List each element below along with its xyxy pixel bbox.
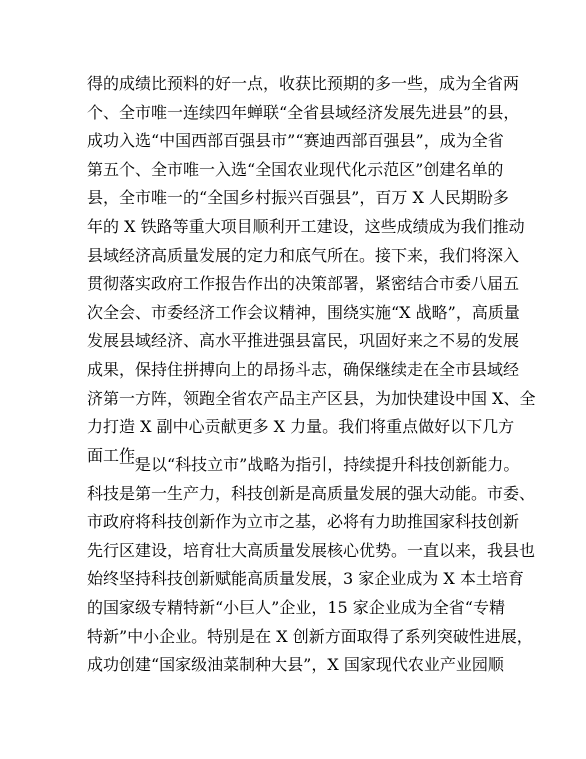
text-line: 科技是第一生产力，科技创新是高质量发展的强大动能。市委、 (87, 483, 536, 503)
text-line: 力打造 X 副中心贡献更多 X 力量。我们将重点做好以下几方 (87, 417, 515, 437)
text-line: 一是以“科技立市”战略为指引，持续提升科技创新能力。 (119, 455, 520, 474)
text-line: 始终坚持科技创新赋能高质量发展，3 家企业成为 X 本土培育 (87, 569, 524, 589)
text-line: 县域经济高质量发展的定力和底气所在。接下来，我们将深入 (87, 245, 520, 265)
text-line: 第五个、全市唯一入选“全国农业现代化示范区”创建名单的 (87, 159, 504, 179)
text-line: 次全会、市委经济工作会议精神，围绕实施“X 战略”，高质量 (87, 302, 520, 322)
text-line: 个、全市唯一连续四年蝉联“全省县域经济发展先进县”的县， (87, 102, 520, 122)
text-line: 成功创建“国家级油菜制种大县”，X 国家现代农业产业园顺 (87, 655, 504, 675)
text-line: 贯彻落实政府工作报告作出的决策部署，紧密结合市委八届五 (87, 274, 520, 294)
text-line: 市政府将科技创新作为立市之基，必将有力助推国家科技创新 (87, 512, 520, 532)
text-line: 先行区建设，培育壮大高质量发展核心优势。一直以来，我县也 (87, 540, 536, 560)
text-line: 特新”中小企业。特别是在 X 创新方面取得了系列突破性进展， (87, 626, 533, 646)
text-line: 的国家级专精特新“小巨人”企业，15 家企业成为全省“专精 (87, 597, 505, 617)
text-line: 成果，保持住拼搏向上的昂扬斗志，确保继续走在全市县域经 (87, 359, 520, 379)
text-line: 得的成绩比预料的好一点，收获比预期的多一些，成为全省两 (87, 74, 520, 93)
text-line: 面工作。 (87, 445, 152, 465)
paragraph-2 (87, 451, 536, 680)
text-line: 发展县域经济、高水平推进强县富民，巩固好来之不易的发展 (87, 331, 520, 351)
text-line: 成功入选“中国西部百强县市”“赛迪西部百强县”，成为全省 (87, 131, 504, 151)
text-line: 年的 X 铁路等重大项目顺利开工建设，这些成绩成为我们推动 (87, 216, 525, 236)
text-line: 济第一方阵，领跑全省农产品主产区县，为加快建设中国 X、全 (87, 388, 536, 408)
text-line: 县，全市唯一的“全国乡村振兴百强县”，百万 X 人民期盼多 (87, 188, 509, 208)
paragraph-1 (87, 70, 536, 470)
